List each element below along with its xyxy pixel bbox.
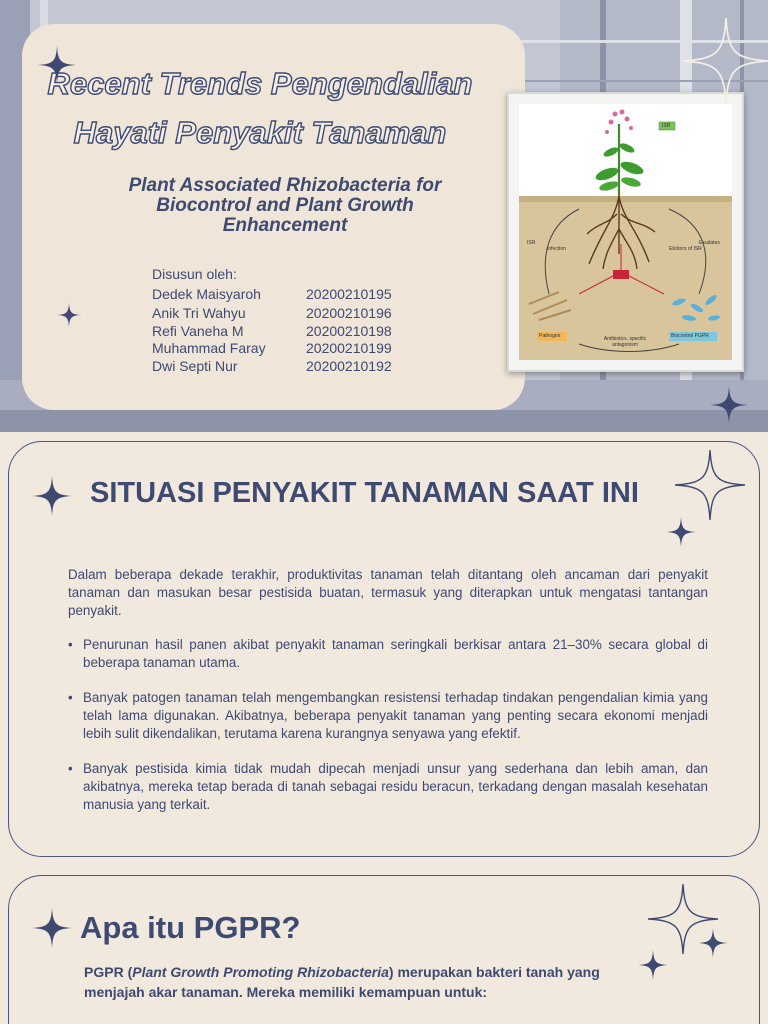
author-name: Anik Tri Wahyu bbox=[152, 305, 246, 321]
pgpr-slide bbox=[0, 866, 768, 1024]
rhizobacteria-figure bbox=[519, 104, 732, 360]
author-name: Refi Vaneha M bbox=[152, 323, 244, 339]
author-name: Muhammad Faray bbox=[152, 340, 266, 356]
author-id: 20200210192 bbox=[306, 358, 392, 374]
bullet-marker: • bbox=[68, 637, 73, 652]
figure-label: Antibiotics, specific antagonism bbox=[603, 336, 647, 348]
pgpr-prefix: PGPR ( bbox=[84, 964, 133, 980]
sparkle-icon bbox=[32, 908, 72, 948]
pgpr-definition bbox=[84, 962, 604, 1002]
sparkle-icon bbox=[710, 386, 748, 424]
author-id: 20200210198 bbox=[306, 323, 392, 339]
bullet-marker: • bbox=[68, 690, 73, 705]
section-heading: Apa itu PGPR? bbox=[80, 910, 301, 945]
sparkle-icon bbox=[666, 517, 696, 547]
subtitle: Plant Associated Rhizobacteria for Biocontrol and Plant Growth Enhancement bbox=[128, 175, 442, 236]
bullet-marker: • bbox=[68, 761, 73, 776]
list-item-text: Penurunan hasil panen akibat penyakit tanaman seringkali berkisar antara 21–30% secara global di beberapa tanaman utama. bbox=[83, 637, 708, 670]
list-item bbox=[68, 636, 708, 672]
authors-label: Disusun oleh: bbox=[152, 266, 237, 282]
title-line-2: Hayati Penyakit Tanaman bbox=[73, 115, 447, 150]
sparkle-icon bbox=[638, 950, 668, 980]
list-item-text: Banyak pestisida kimia tidak mudah dipecah menjadi unsur yang sederhana dan lebih aman, dan akibatnya, mereka tetap berada di tanah sebagai residu beracun, terkadang dengan masalah kesehatan manusia yang terkait. bbox=[83, 761, 708, 812]
author-id: 20200210196 bbox=[306, 305, 392, 321]
list-item-text: Banyak patogen tanaman telah mengembangkan resistensi terhadap tindakan pengendalian kimia yang telah lama digunakan. Akibatnya, beberapa penyakit tanaman yang penting secara ekonomi menjadi lebih sulit dikendalikan, terutama karena kurangnya senyawa yang efektif. bbox=[83, 690, 708, 741]
sparkle-icon bbox=[38, 46, 76, 84]
author-name: Dedek Maisyaroh bbox=[152, 286, 261, 302]
bullet-list bbox=[68, 636, 708, 831]
situation-slide bbox=[0, 432, 768, 866]
figure-label: ISR bbox=[527, 240, 536, 246]
pgpr-suffix: ) merupakan bakteri tanah yang menjajah akar tanaman. Mereka memiliki kemampuan untuk: bbox=[84, 964, 600, 1000]
figure-label: Elicitors of ISR bbox=[669, 246, 702, 252]
author-id: 20200210195 bbox=[306, 286, 392, 302]
figure-frame bbox=[507, 92, 744, 372]
title-line-1: Recent Trends Pengendalian bbox=[47, 66, 473, 101]
sparkle-icon bbox=[32, 476, 72, 516]
figure-label: Biocontrol PGPR bbox=[671, 333, 709, 339]
list-item bbox=[68, 689, 708, 743]
sparkle-icon bbox=[57, 303, 81, 327]
list-item bbox=[68, 760, 708, 814]
author-name: Dwi Septi Nur bbox=[152, 358, 238, 374]
intro-paragraph: Dalam beberapa dekade terakhir, produktivitas tanaman telah ditantang oleh ancaman dari penyakit tanaman dan masukan besar pestisida buatan, termasuk yang diterapkan untuk mengatasi tantangan penyakit. bbox=[68, 567, 708, 618]
figure-label: Infection bbox=[547, 246, 566, 252]
sparkle-icon bbox=[683, 18, 768, 104]
plant-root-diagram bbox=[519, 104, 732, 360]
section-heading: SITUASI PENYAKIT TANAMAN SAAT INI bbox=[90, 477, 639, 509]
pgpr-full-name: Plant Growth Promoting Rhizobacteria bbox=[132, 964, 389, 980]
sparkle-icon bbox=[675, 450, 745, 520]
author-id: 20200210199 bbox=[306, 340, 392, 356]
figure-label: Exudates bbox=[699, 240, 720, 246]
title-slide bbox=[0, 0, 768, 432]
figure-label: ISR bbox=[662, 123, 671, 129]
figure-label: Pathogen bbox=[539, 333, 561, 339]
sparkle-icon bbox=[698, 928, 728, 958]
